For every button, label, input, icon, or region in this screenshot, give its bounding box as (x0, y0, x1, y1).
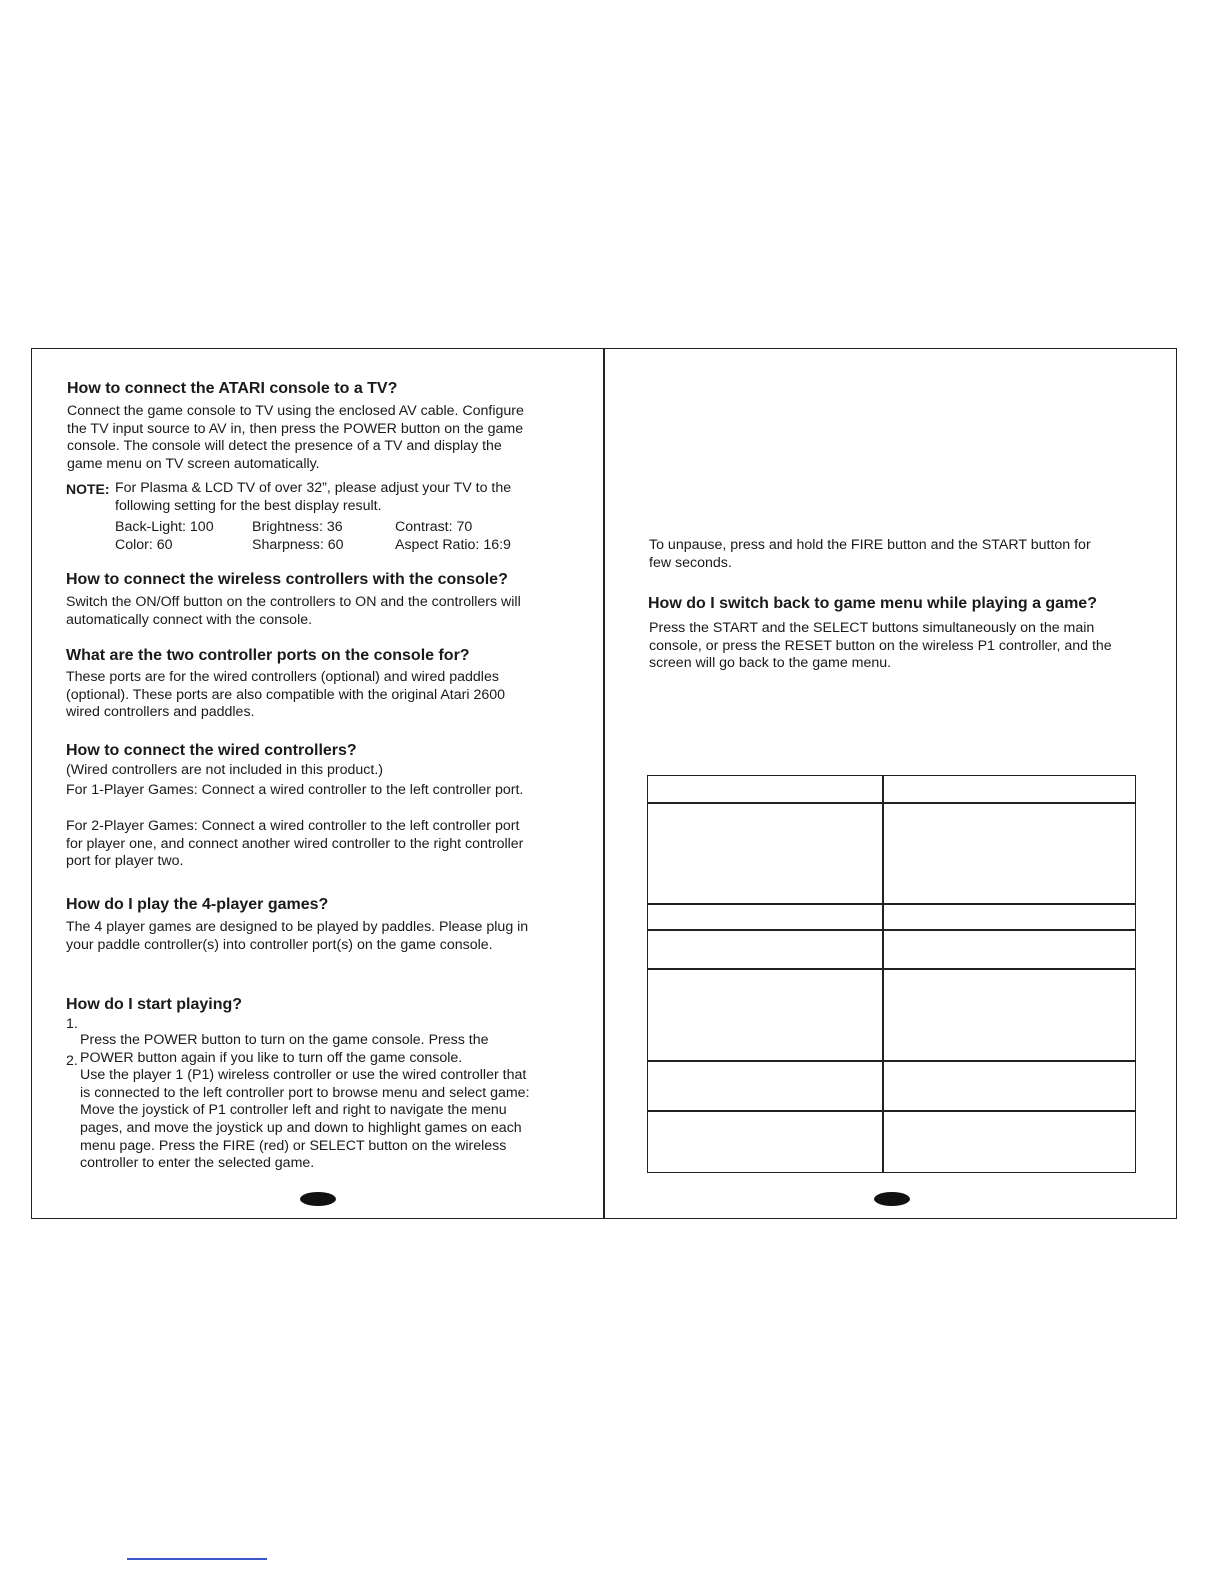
list-item-power: Press the POWER button to turn on the game console. Press the POWER button again if you like to turn off the game console. (80, 1032, 489, 1066)
text-unpause: To unpause, press and hold the FIRE button and the START button for few seconds. (649, 537, 1091, 571)
list-number: 1. (66, 1016, 78, 1032)
setting-sharpness: Sharpness: 60 (252, 537, 344, 553)
table-row-divider (648, 1060, 1135, 1062)
heading-connect-tv: How to connect the ATARI console to a TV? (67, 380, 398, 397)
text-back-to-menu: Press the START and the SELECT buttons simultaneously on the main console, or press the RESET button on the wireless P1 controller, and the screen will go back to the game menu. (649, 620, 1112, 672)
list-number: 2. (66, 1053, 78, 1069)
text-wired-note: (Wired controllers are not included in this product.) (66, 762, 383, 778)
page-number-dot (300, 1192, 336, 1206)
setting-contrast: Contrast: 70 (395, 519, 473, 535)
left-page (32, 349, 603, 1218)
text-two-player: For 2-Player Games: Connect a wired controller to the left controller port for player one, and connect another wired controller to the right controller port for player two. (66, 818, 524, 870)
setting-backlight: Back-Light: 100 (115, 519, 214, 535)
note-text: For Plasma & LCD TV of over 32”, please adjust your TV to the following setting for the best display result. (115, 480, 512, 514)
heading-controller-ports: What are the two controller ports on the console for? (66, 647, 470, 664)
heading-wireless-controllers: How to connect the wireless controllers with the console? (66, 571, 508, 588)
table-row-divider (648, 903, 1135, 905)
table-row-divider (648, 968, 1135, 970)
list-item-select-game: Use the player 1 (P1) wireless controller or use the wired controller that is connected to the left controller port to browse menu and select game: Move the joystick of P1 controller left and right to navigate the menu pages, and move the joystick up and down to highlight games on each menu page. Press the FIRE (red) or SELECT button on the wireless controller to enter the selected game. (80, 1067, 530, 1172)
setting-aspect-ratio: Aspect Ratio: 16:9 (395, 537, 511, 553)
setting-brightness: Brightness: 36 (252, 519, 343, 535)
table-column-divider (882, 776, 884, 1172)
heading-back-to-menu: How do I switch back to game menu while playing a game? (648, 595, 1097, 612)
text-connect-tv: Connect the game console to TV using the enclosed AV cable. Configure the TV input source to AV in, then press the POWER button on the game console. The console will detect the presence of a TV and display the game menu on TV screen automatically. (67, 403, 524, 472)
manual-spread (31, 348, 1177, 1219)
table-row-divider (648, 802, 1135, 804)
setting-color: Color: 60 (115, 537, 173, 553)
bottom-link-line (127, 1558, 267, 1560)
note-label: NOTE: (66, 481, 110, 497)
table-row-divider (648, 929, 1135, 931)
text-one-player: For 1-Player Games: Connect a wired controller to the left controller port. (66, 782, 524, 798)
blank-table (647, 775, 1136, 1173)
table-row-divider (648, 1110, 1135, 1112)
heading-wired-controllers: How to connect the wired controllers? (66, 742, 357, 759)
heading-four-player: How do I play the 4-player games? (66, 896, 329, 913)
text-four-player: The 4 player games are designed to be played by paddles. Please plug in your paddle controller(s) into controller port(s) on the game console. (66, 919, 529, 953)
page-number-dot (874, 1192, 910, 1206)
heading-start-playing: How do I start playing? (66, 996, 243, 1013)
text-wireless-controllers: Switch the ON/Off button on the controllers to ON and the controllers will automatically connect with the console. (66, 594, 521, 628)
text-controller-ports: These ports are for the wired controllers (optional) and wired paddles (optional). These ports are also compatible with the original Atari 2600 wired controllers and paddles. (66, 669, 506, 721)
